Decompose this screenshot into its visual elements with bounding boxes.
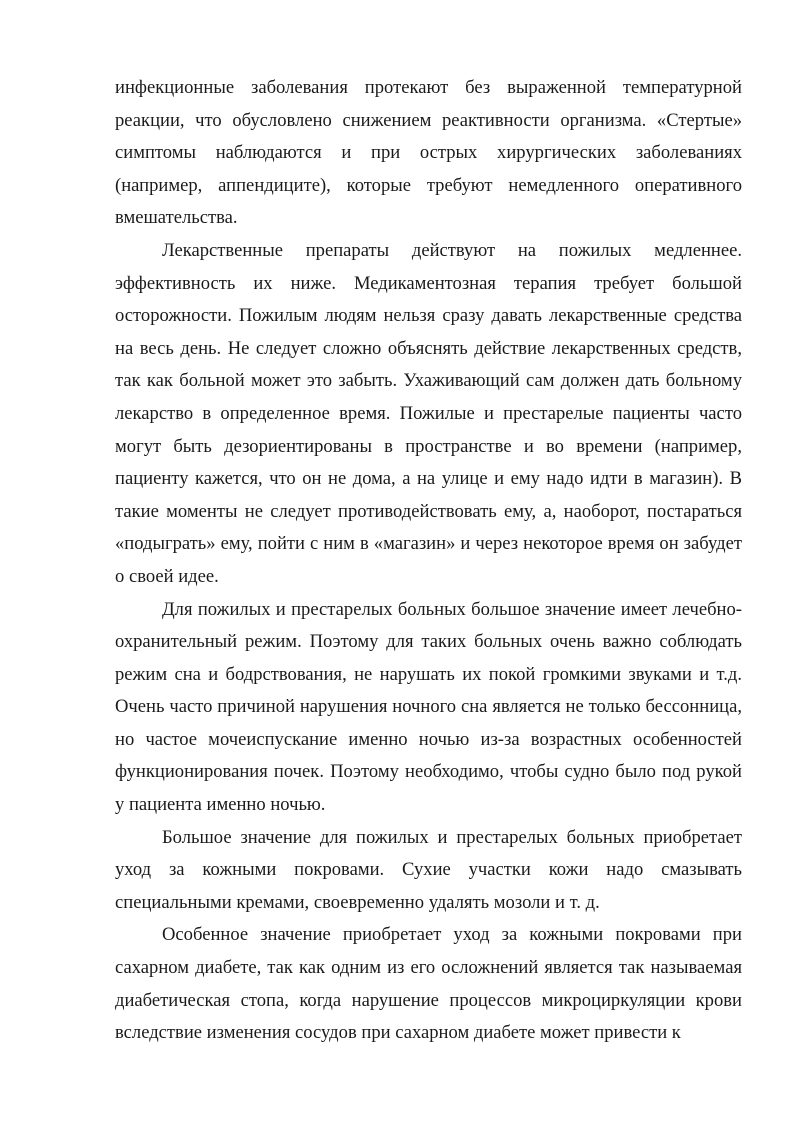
paragraph-diabetic-foot: Особенное значение приобретает уход за кожными покровами при сахарном диабете, так как одним из его осложнений является так называемая диабетическая стопа, когда нарушение процессов микроциркуляции крови вследствие изменения сосудов при сахарном диабете может привести к: [115, 924, 742, 1044]
paragraph-medications: Лекарственные препараты действуют на пожилых медленнее. эффективность их ниже. Медикаментозная терапия требует большой осторожности. Пожилым людям нельзя сразу давать лекарственные средства на весь день. Не следует сложно объяснять действие лекарственных средств, так как больной может это забыть. Ухаживающий сам должен дать больному лекарство в определенное время. Пожилые и престарелые пациенты часто могут быть дезориентированы в пространстве и во времени (например, пациенту кажется, что он не дома, а на улице и ему надо идти в магазин). В такие моменты не следует противодействовать ему, а, наоборот, постараться «подыграть» ему, пойти с ним в «магазин» и через некоторое время он забудет о своей идее.: [115, 239, 742, 587]
paragraph-continuation: инфекционные заболевания протекают без выраженной температурной реакции, что обусловлено снижением реактивности организма. «Стертые» симптомы наблюдаются и при острых хирургических заболеваниях (например, аппендиците), которые требуют немедленного оперативного вмешательства.: [115, 77, 742, 229]
paragraph-skin-care: Большое значение для пожилых и престарелых больных приобретает уход за кожными покровами. Сухие участки кожи надо смазывать специальными кремами, своевременно удалять мозоли и т. д.: [115, 826, 742, 913]
document-body: [115, 72, 742, 1050]
paragraph-protective-regime: Для пожилых и престарелых больных большое значение имеет лечебно-охранительный режим. Поэтому для таких больных очень важно соблюдать режим сна и бодрствования, не нарушать их покой громкими звуками и т.д. Очень часто причиной нарушения ночного сна является не только бессонница, но частое мочеиспускание именно ночью из-за возрастных особенностей функционирования почек. Поэтому необходимо, чтобы судно было под рукой у пациента именно ночью.: [115, 598, 742, 816]
